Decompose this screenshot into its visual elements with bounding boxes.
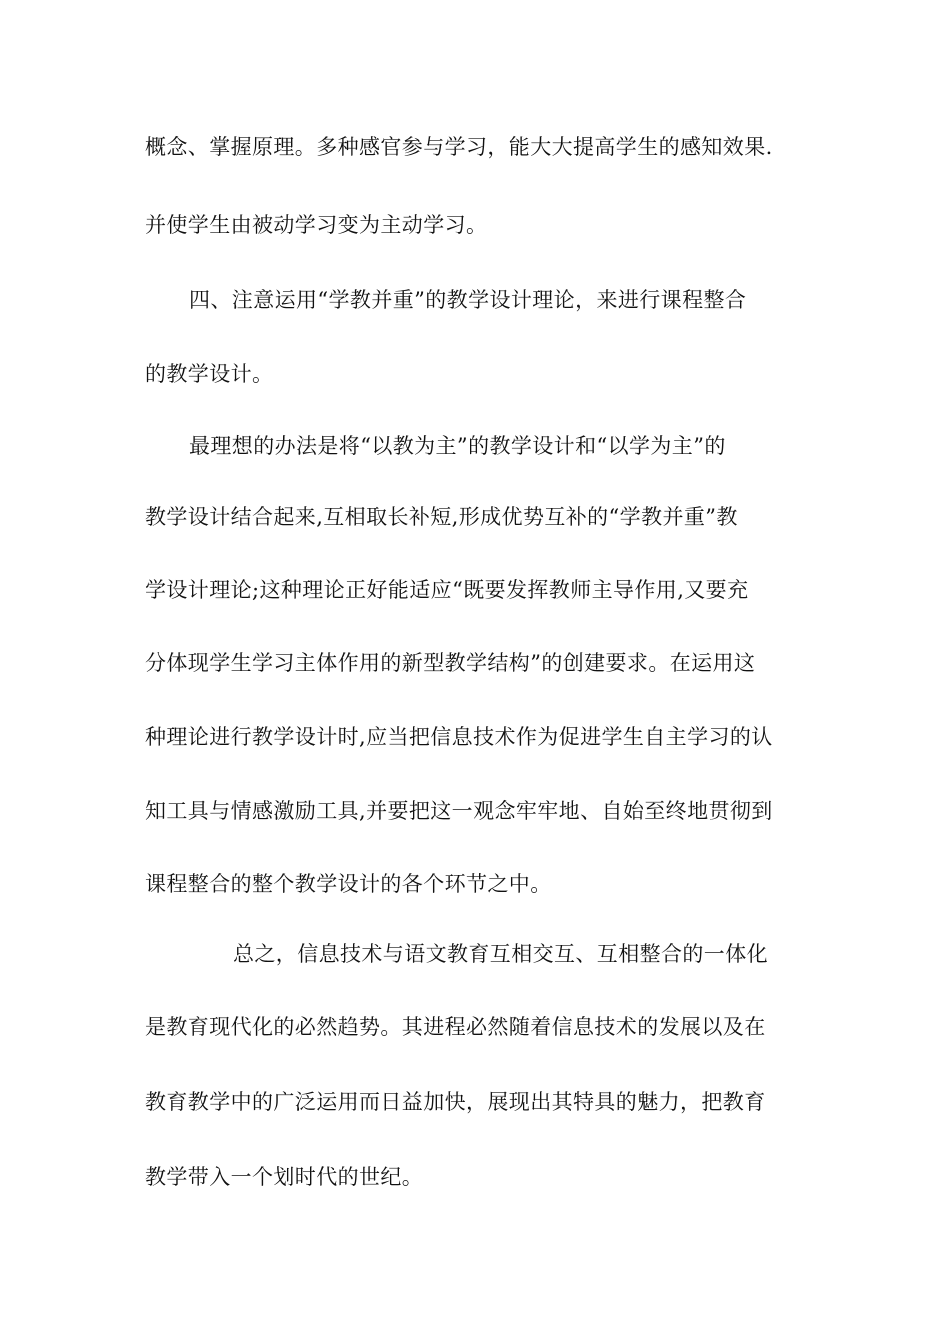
paragraph-3-line-6: 知工具与情感激励工具,并要把这一观念牢牢地、自始至终地贯彻到 — [145, 799, 773, 823]
paragraph-3-line-2: 教学设计结合起来,互相取长补短,形成优势互补的“学教并重”教 — [145, 505, 738, 529]
paragraph-1-line-2: 并使学生由被动学习变为主动学习。 — [145, 213, 488, 237]
conclusion-line-3: 教育教学中的广泛运用而日益加快，展现出其特具的魅力，把教育 — [145, 1090, 766, 1114]
paragraph-3-line-1: 最理想的办法是将“以教为主”的教学设计和“以学为主”的 — [189, 434, 726, 458]
paragraph-3-line-7: 课程整合的整个教学设计的各个环节之中。 — [145, 872, 552, 896]
section-heading-line-1: 四、注意运用“学教并重”的教学设计理论，来进行课程整合 — [189, 288, 747, 312]
paragraph-1-line-1: 概念、掌握原理。多种感官参与学习，能大大提高学生的感知效果. — [145, 135, 773, 159]
paragraph-3-line-3: 学设计理论;这种理论正好能适应“既要发挥教师主导作用,又要充 — [145, 578, 749, 602]
section-heading-line-2: 的教学设计。 — [145, 362, 274, 386]
conclusion-line-4: 教学带入一个划时代的世纪。 — [145, 1165, 424, 1189]
paragraph-3-line-4: 分体现学生学习主体作用的新型教学结构”的创建要求。在运用这 — [145, 651, 756, 675]
paragraph-3-line-5: 种理论进行教学设计时,应当把信息技术作为促进学生自主学习的认 — [145, 725, 773, 749]
conclusion-line-1: 总之，信息技术与语文教育互相交互、互相整合的一体化 — [233, 942, 768, 966]
conclusion-line-2: 是教育现代化的必然趋势。其进程必然随着信息技术的发展以及在 — [145, 1015, 766, 1039]
